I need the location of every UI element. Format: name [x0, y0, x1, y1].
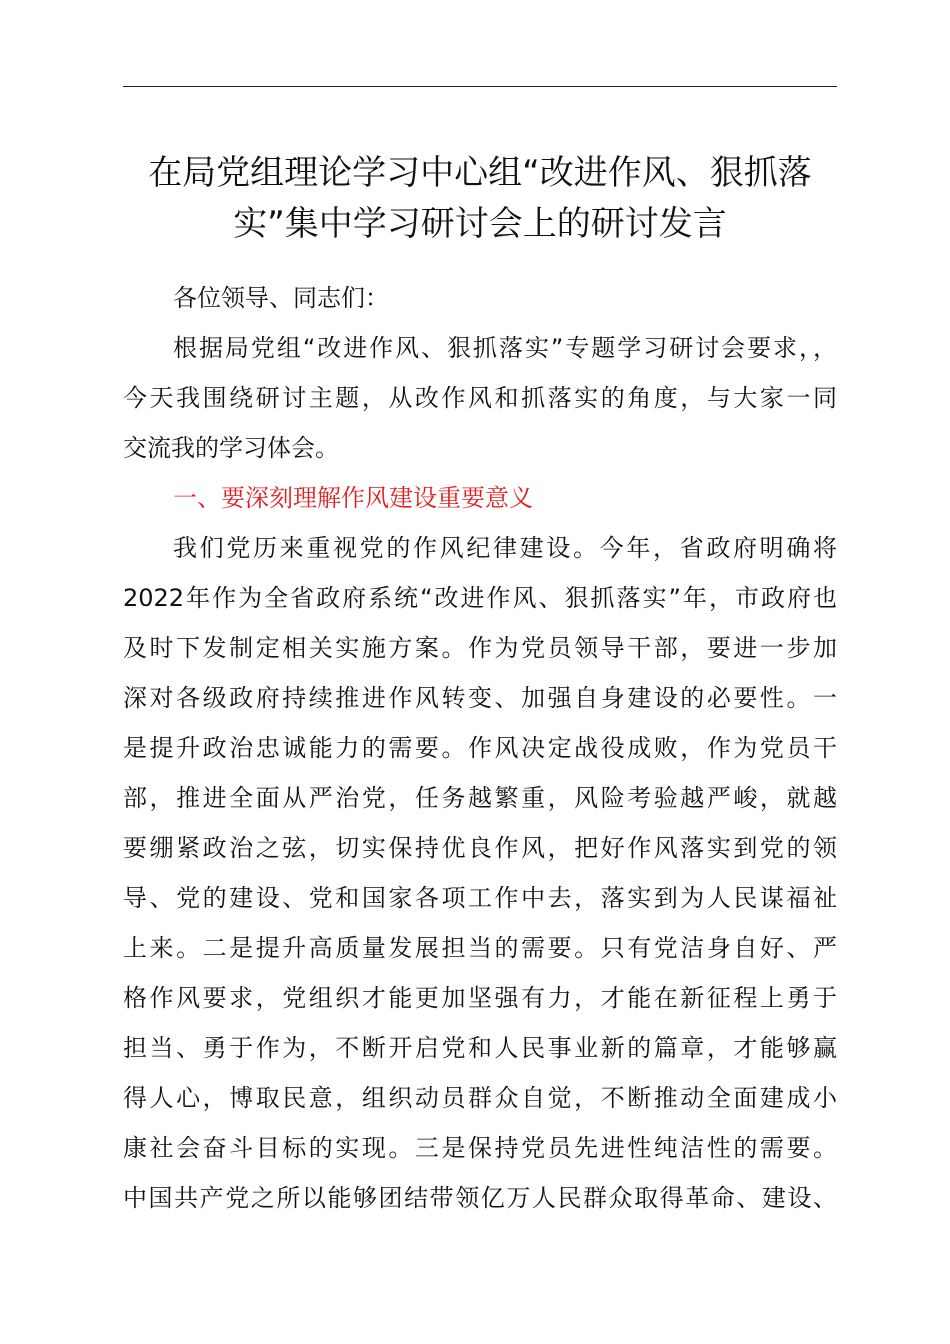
title-line-1: 在局党组理论学习中心组“改进作风、狠抓落 [148, 153, 812, 193]
title-line-2: 实”集中学习研讨会上的研讨发言 [233, 204, 727, 244]
paragraph-line: 及时下发制定相关实施方案。作为党员领导干部，要进一步加 [123, 634, 837, 662]
section-1-heading [123, 473, 837, 523]
paragraph-line: 得人心，博取民意，组织动员群众自觉，不断推动全面建成小 [123, 1084, 837, 1112]
paragraph-line: 上来。二是提升高质量发展担当的需要。只有党洁身自好、严 [123, 934, 837, 962]
section-1-heading-text: 一、要深刻理解作风建设重要意义 [173, 484, 533, 512]
paragraph-line: 格作风要求，党组织才能更加坚强有力，才能在新征程上勇于 [123, 984, 837, 1012]
header-rule [123, 86, 837, 87]
paragraph-line: 2022年作为全省政府系统“改进作风、狠抓落实”年，市政府也 [123, 584, 837, 612]
greeting [123, 273, 837, 323]
paragraph-line: 担当、勇于作为，不断开启党和人民事业新的篇章，才能够赢 [123, 1034, 837, 1062]
paragraph-line: 是提升政治忠诚能力的需要。作风决定战役成败，作为党员干 [123, 734, 837, 762]
paragraph-line: 深对各级政府持续推进作风转变、加强自身建设的必要性。一 [123, 684, 837, 712]
paragraph-line: 导、党的建设、党和国家各项工作中去，落实到为人民谋福祉 [123, 884, 837, 912]
paragraph-line: 部，推进全面从严治党，任务越繁重，风险考验越严峻，就越 [123, 784, 837, 812]
intro-line-3: 交流我的学习体会。 [123, 434, 339, 462]
intro-line-1: 根据局党组“改进作风、狠抓落实”专题学习研讨会要求，， [173, 334, 837, 362]
paragraph-line: 要绷紧政治之弦，切实保持优良作风，把好作风落实到党的领 [123, 834, 837, 862]
intro-line-2: 今天我围绕研讨主题，从改作风和抓落实的角度，与大家一同 [123, 384, 837, 412]
paragraph-line: 中国共产党之所以能够团结带领亿万人民群众取得革命、建设、 [123, 1184, 837, 1212]
section-1-paragraph [123, 523, 837, 1223]
intro-paragraph [123, 323, 837, 473]
document-title [110, 148, 850, 250]
paragraph-line: 我们党历来重视党的作风纪律建设。今年，省政府明确将 [173, 534, 837, 562]
paragraph-line: 康社会奋斗目标的实现。三是保持党员先进性纯洁性的需要。 [123, 1134, 837, 1162]
greeting-text: 各位领导、同志们： [173, 284, 389, 312]
